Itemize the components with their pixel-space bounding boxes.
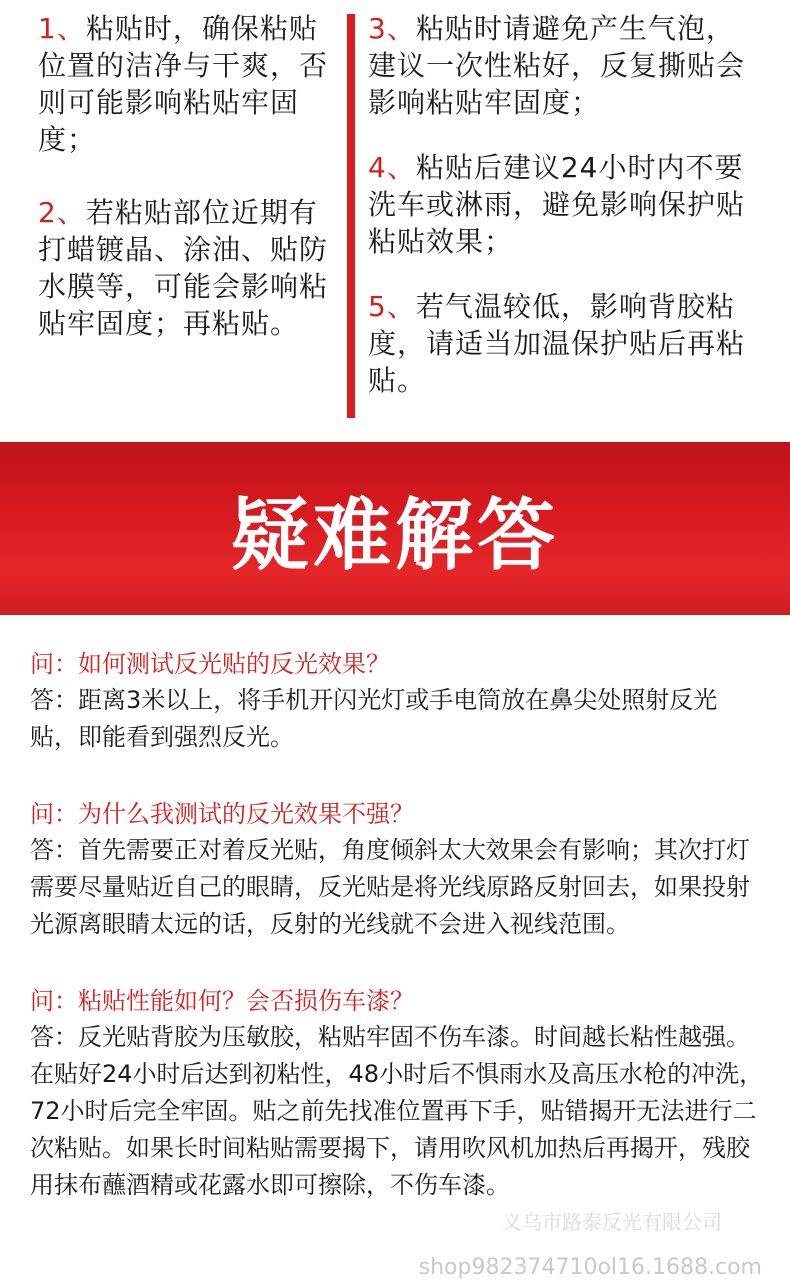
- tip-text: 粘贴后建议24小时内不要洗车或淋雨，避免影响保护贴粘贴效果；: [368, 151, 746, 258]
- tip-text: 若气温较低，影响背胶粘度，请适当加温保护贴后再粘贴。: [368, 290, 746, 397]
- tip-number: 5、: [368, 290, 416, 323]
- tips-section: [0, 0, 790, 440]
- tip-number: 2、: [38, 196, 86, 229]
- tip-number: 3、: [368, 12, 416, 45]
- tip-number: 4、: [368, 151, 416, 184]
- tip-4: [368, 149, 760, 260]
- banner-title: 疑难解答: [230, 490, 559, 581]
- tips-left-column: [38, 10, 336, 378]
- tip-text: 若粘贴部位近期有打蜡镀晶、涂油、贴防水膜等，可能会影响粘贴牢固度；再粘贴。: [38, 196, 329, 340]
- faq-question: 问：粘贴性能如何？会否损伤车漆？: [30, 987, 414, 1015]
- tip-number: 1、: [38, 12, 86, 45]
- faq-question: 问：如何测试反光贴的反光效果？: [30, 650, 390, 678]
- faq-answer: 答：距离3米以上，将手机开闪光灯或手电筒放在鼻尖处照射反光贴，即能看到强烈反光。: [30, 686, 718, 751]
- red-divider: [347, 14, 355, 418]
- faq-question: 问：为什么我测试的反光效果不强？: [30, 800, 414, 828]
- tip-text: 粘贴时，确保粘贴位置的洁净与干爽，否则可能影响粘贴牢固度；: [38, 12, 329, 156]
- faq-item: [30, 646, 765, 756]
- tip-text: 粘贴时请避免产生气泡，建议一次性粘好，反复撕贴会影响粘贴牢固度；: [368, 12, 746, 119]
- faq-banner: [0, 442, 790, 615]
- faq-item: [30, 796, 765, 943]
- faq-answer: 答：反光贴背胶为压敏胶，粘贴牢固不伤车漆。时间越长粘性越强。在贴好24小时后达到初粘性，48小时后不惧雨水及高压水枪的冲洗，72小时后完全牢固。贴之前先找准位置再下手，贴错揭开无法进行二次粘贴。如果长时间粘贴需要揭下，请用吹风机加热后再揭开，残胶用抹布蘸酒精或花露水即可擦除，不伤车漆。: [30, 1023, 764, 1199]
- shop-watermark: shop982374710ol16.1688.com: [418, 1255, 762, 1280]
- tips-right-column: [368, 10, 760, 427]
- tip-5: [368, 288, 760, 399]
- tip-2: [38, 194, 336, 342]
- faq-section: [30, 646, 765, 1244]
- company-watermark: 义乌市路泰反光有限公司: [502, 1210, 722, 1234]
- tip-1: [38, 10, 336, 158]
- faq-item: [30, 983, 765, 1204]
- faq-answer: 答：首先需要正对着反光贴，角度倾斜太大效果会有影响；其次打灯需要尽量贴近自己的眼睛，反光贴是将光线原路反射回去，如果投射光源离眼睛太远的话，反射的光线就不会进入视线范围。: [30, 836, 750, 938]
- tip-3: [368, 10, 760, 121]
